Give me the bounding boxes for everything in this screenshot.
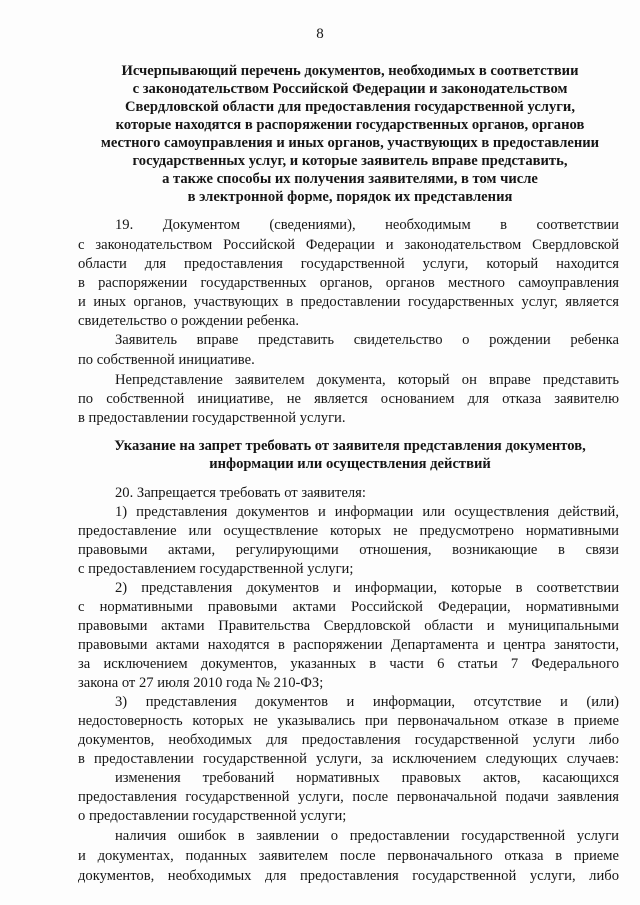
heading-line: с законодательством Российской Федерации и законодательством [132,81,568,97]
heading-line: Свердловской области для предоставления государственной услуги, [125,99,575,115]
paragraph-line: с законодательством Российской Федерации и законодательством Свердловской [78,237,619,253]
heading-line: в электронной форме, порядок их представления [187,189,513,205]
paragraph-line: о предоставлении государственной услуги; [78,808,347,824]
heading-line: государственных услуг, и которые заявитель вправе представить, [132,153,568,169]
heading-line: Исчерпывающий перечень документов, необходимых в соответствии [121,63,579,79]
paragraph-line: недостоверность которых не указывались при первоначальном отказе в приеме [78,713,619,729]
paragraph-line: области для предоставления государственной услуги, который находится [78,256,619,272]
paragraph-line: закона от 27 июля 2010 года № 210-ФЗ; [78,675,324,691]
paragraph-line: документов, необходимых для предоставления государственной услуги либо [78,732,619,748]
heading-line: Указание на запрет требовать от заявителя представления документов, [114,438,586,454]
heading-line: местного самоуправления и иных органов, участвующих в предоставлении [100,135,600,151]
paragraph-line: свидетельство о рождении ребенка. [78,313,299,329]
paragraph-line: правовыми актами находятся в распоряжении Департамента и центра занятости, [78,637,619,653]
paragraph-line: и иных органов, участвующих в предоставлении государственных услуг, является [78,294,619,310]
paragraph-line: 3) представления документов и информации, отсутствие и (или) [115,694,619,710]
paragraph-line: Заявитель вправе представить свидетельство о рождении ребенка [115,332,619,348]
heading-line: которые находятся в распоряжении государственных органов, органов [115,117,585,133]
paragraph-line: Непредставление заявителем документа, который он вправе представить [115,372,619,388]
paragraph-line: предоставление или осуществление которых не предусмотрено нормативными [78,523,619,539]
paragraph-line: правовыми актами Правительства Свердловской области и муниципальными [78,618,619,634]
paragraph-line: по собственной инициативе, не является основанием для отказа заявителю [78,391,619,407]
paragraph-line: 1) представления документов и информации или осуществления действий, [115,504,619,520]
paragraph-line: изменения требований нормативных правовых актов, касающихся [115,770,619,786]
paragraph-line: с нормативными правовыми актами Российской Федерации, нормативными [78,599,619,615]
page-number: 8 [316,26,324,42]
heading-line: информации или осуществления действий [209,456,491,472]
paragraph-line: наличия ошибок в заявлении о предоставлении государственной услуги [115,828,619,844]
heading-line: а также способы их получения заявителями, в том числе [162,171,538,187]
paragraph-line: документов, необходимых для предоставления государственной услуги, либо [78,868,619,884]
paragraph-line: по собственной инициативе. [78,352,255,368]
paragraph-line: в распоряжении государственных органов, органов местного самоуправления [78,275,619,291]
paragraph-line: 2) представления документов и информации, которые в соответствии [115,580,619,596]
paragraph-line: 19. Документом (сведениями), необходимым в соответствии [115,217,619,233]
paragraph-line: за исключением документов, указанных в части 6 статьи 7 Федерального [78,656,619,672]
paragraph-line: 20. Запрещается требовать от заявителя: [115,485,366,501]
paragraph-line: и документах, поданных заявителем после первоначального отказа в приеме [78,848,619,864]
paragraph-line: в предоставлении государственной услуги. [78,410,346,426]
paragraph-line: правовыми актами, регулирующими отношения, возникающие в связи [78,542,619,558]
paragraph-line: предоставления государственной услуги, после первоначальной подачи заявления [78,789,619,805]
paragraph-line: с предоставлением государственной услуги; [78,561,354,577]
paragraph-line: в предоставлении государственной услуги, за исключением следующих случаев: [78,751,619,767]
